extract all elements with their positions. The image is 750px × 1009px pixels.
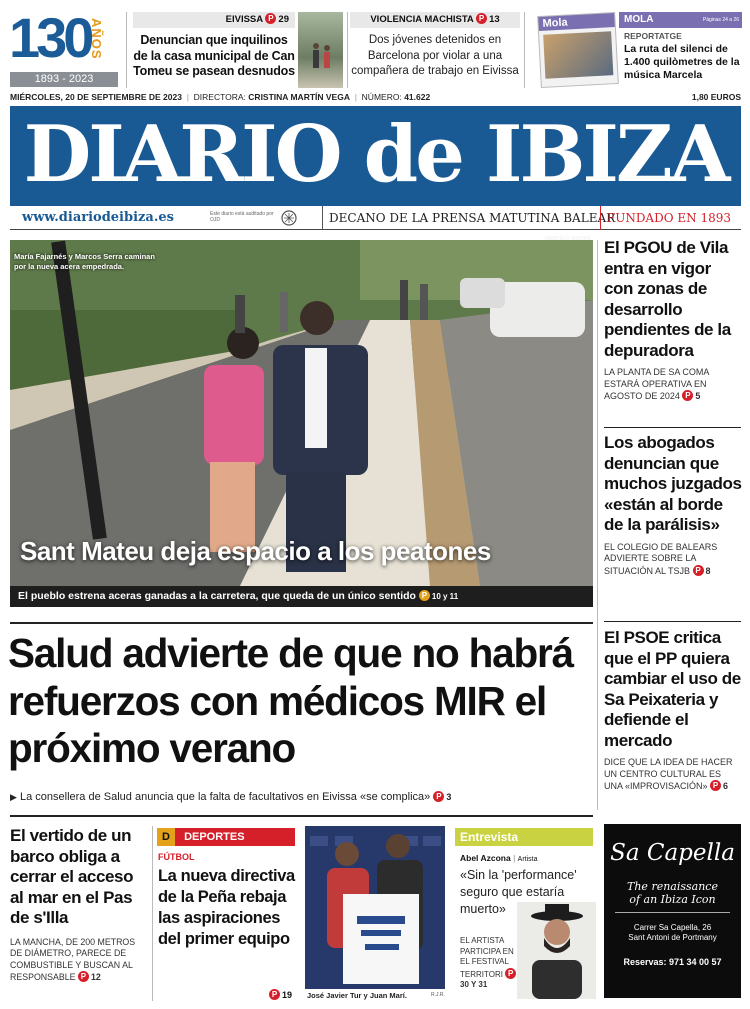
page-marker-icon: P [476,13,487,24]
sidebar-page: 5 [695,391,701,401]
bottom-summary: LA MANCHA, DE 200 METROS DE DIÁMETRO, PARECE DE COMBUSTIBLE Y BUSCAN AL RESPONSABLE [10,936,136,982]
founded: FUNDADO EN 1893 [600,206,731,230]
street-scene-illustration [10,240,593,586]
entrevista-summary-row [460,936,520,991]
issue-number: 41.622 [404,92,431,102]
entrevista-byline: Abel Azcona | Artista [460,853,538,863]
website-link[interactable]: www.diariodeibiza.es [22,210,174,225]
masthead-title: DIARIO de IBIZA [23,109,728,200]
photo-credit: MARCELO SASTRE [544,236,591,242]
page-marker-icon: P [505,968,516,979]
bottom-headline: El vertido de un barco obliga a cerrar el acceso al mar en el Pas de s'Illa [10,826,134,927]
teaser-text: Denuncian que inquilinos de la casa municipal de Can Tomeu se pasean desnudos [133,33,295,78]
ad-phone: Reservas: 971 34 00 57 [623,957,722,967]
mola-section: MOLA [624,14,654,25]
deportes-block[interactable] [157,826,447,1002]
mola-text: La ruta del silenci de 1.400 quilòmetres de la música Marcela [624,43,740,81]
players-photo-illustration [305,826,445,989]
date: MIÉRCOLES, 20 DE SEPTIEMBRE DE 2023 [10,92,182,102]
lead-photo-headline: Sant Mateu deja espacio a los peatones [20,536,491,566]
anniversary-years: 1893 - 2023 [10,72,118,87]
main-deck-row [10,790,595,804]
sidebar-summary-row [604,542,742,578]
page-marker-icon: P [693,565,704,576]
ad-slogan-1: The renaissance [627,880,718,893]
anniversary-logo [9,6,121,90]
page-marker-icon: P [433,791,444,802]
sidebar-story-3[interactable] [604,628,742,793]
main-page: 3 [446,792,452,802]
sidebar-summary-row [604,367,742,403]
teaser-text: Dos jóvenes detenidos en Barcelona por violar a una compañera de trabajo en Eivissa [351,34,519,77]
entrevista-quote: «Sin la 'performance' seguro que estaría muerto» [460,868,577,916]
mola-pages: Páginas 24 a 26 [702,17,739,23]
page-marker-icon: P [710,780,721,791]
entrevista-block[interactable] [455,826,596,1002]
mola-thumb-title: Mola [538,13,615,31]
issue-number-label: NÚMERO: [361,92,402,102]
ad-slogan-2: of an Ibiza Icon [629,893,716,906]
deportes-badge: D [157,828,175,846]
lead-photo-page: 10 y 11 [431,592,459,601]
photo-caption-overlay: María Fajarnés y Marcos Serra caminan por la nueva acera empedrada. [14,252,155,271]
teaser-page: 29 [278,14,289,25]
anniversary-number: 130 [9,6,91,69]
lead-photo-deck: El pueblo estrena aceras ganadas a la carretera, que queda de un único sentido [18,590,416,602]
triangle-bullet-icon: ▶ [10,792,17,802]
teaser-eivissa[interactable] [133,12,343,88]
sidebar-headline: El PGOU de Vila entra en vigor con zonas de desarrollo pendientes de la depuradora [604,238,731,360]
sidebar-page: 8 [705,565,711,576]
director-label: DIRECTORA: [193,92,246,102]
teaser-page: 13 [489,14,500,25]
deportes-photo-credit: R.J.R. [431,992,445,998]
sidebar-story-2[interactable] [604,433,742,577]
masthead-subline [10,206,741,230]
bottom-story-vertido[interactable] [10,826,148,984]
ad-address-1: Carrer Sa Capella, 26 [633,923,712,932]
entrevista-summary: EL ARTISTA PARTICIPA EN EL FESTIVAL TERRITORI [460,936,514,979]
deportes-page-row [269,989,292,1000]
mola-kicker: REPORTATGE [624,31,682,41]
bottom-page: 12 [90,972,101,982]
main-deck: La consellera de Salud anuncia que la falta de facultativos en Eivissa «se complica» [19,791,431,803]
masthead[interactable] [10,106,741,206]
page-marker-icon: P [269,989,280,1000]
entrevista-page: 30 Y 31 [460,980,488,989]
sidebar-summary: LA PLANTA DE SA COMA ESTARÁ OPERATIVA EN AGOSTO DE 2024 [604,367,709,401]
teaser-violencia[interactable] [350,12,520,88]
sidebar-summary: DICE QUE LA IDEA DE HACER UN CENTRO CULTURAL ES UNA «IMPROVISACIÓN» [604,757,733,791]
teaser-section: VIOLENCIA MACHISTA [370,14,474,25]
ojd-note: Este diario está auditado por OJD [210,211,274,223]
sidebar-story-1[interactable] [604,238,742,403]
director: CRISTINA MARTÍN VEGA [248,92,350,102]
deportes-label: DEPORTES [184,831,245,843]
lead-photo-deck-bar [10,586,593,607]
dateline: MIÉRCOLES, 20 DE SEPTIEMBRE DE 2023 | DIRECTORA: CRISTINA MARTÍN VEGA | NÚMERO: 41.622 1,80 EUROS [10,92,741,102]
anniversary-word: AÑOS [89,18,104,60]
sidebar-headline: El PSOE critica que el PP quiera cambiar el uso de Sa Peixateria y defiende el mercado [604,628,741,750]
bottom-summary-row [10,937,148,984]
sidebar-headline: Los abogados denuncian que muchos juzgados «están al borde de la parálisis» [604,433,742,534]
deportes-headline: La nueva directiva de la Peña rebaja las aspiraciones del primer equipo [158,867,295,948]
page-marker-icon: P [78,971,89,982]
teaser-section: EIVISSA [225,14,263,25]
deportes-photo-caption: José Javier Tur y Juan Marí. [307,991,407,1000]
artist-portrait-illustration [517,902,596,999]
teaser-photo [298,12,343,88]
page-marker-icon: P [419,590,430,601]
main-headline[interactable]: Salud advierte de que no habrá refuerzos con médicos MIR el próximo verano [8,630,573,771]
entrevista-role: Artista [517,856,538,863]
sidebar-summary-row [604,757,742,793]
ojd-icon [280,209,298,236]
ad-address-2: Sant Antoni de Portmany [628,933,717,942]
deportes-page: 19 [282,990,293,1000]
deportes-photo [305,826,445,989]
tagline: DECANO DE LA PRENSA MATUTINA BALEAR [322,206,615,230]
page-marker-icon: P [682,390,693,401]
sidebar-page: 6 [723,781,729,791]
price: 1,80 EUROS [691,92,741,102]
ad-brand: Sa Capella [610,840,735,866]
entrevista-name: Abel Azcona [460,853,511,863]
page-marker-icon: P [265,13,276,24]
deportes-kicker: FÚTBOL [158,852,195,862]
teaser-section-bar [133,12,295,28]
entrevista-bar: Entrevista [455,828,593,846]
teaser-mola[interactable] [527,12,742,88]
entrevista-portrait [517,902,596,999]
mola-thumbnail [537,12,619,88]
mola-section-bar [619,12,742,28]
deportes-bar [157,828,295,846]
people-photo-icon [298,12,343,88]
sidebar-summary: EL COLEGIO DE BALEARS ADVIERTE SOBRE LA SITUACIÓN AL TSJB [604,541,718,576]
sa-capella-ad[interactable] [604,824,741,998]
lead-photo[interactable] [10,236,593,586]
teaser-section-bar [350,12,520,28]
